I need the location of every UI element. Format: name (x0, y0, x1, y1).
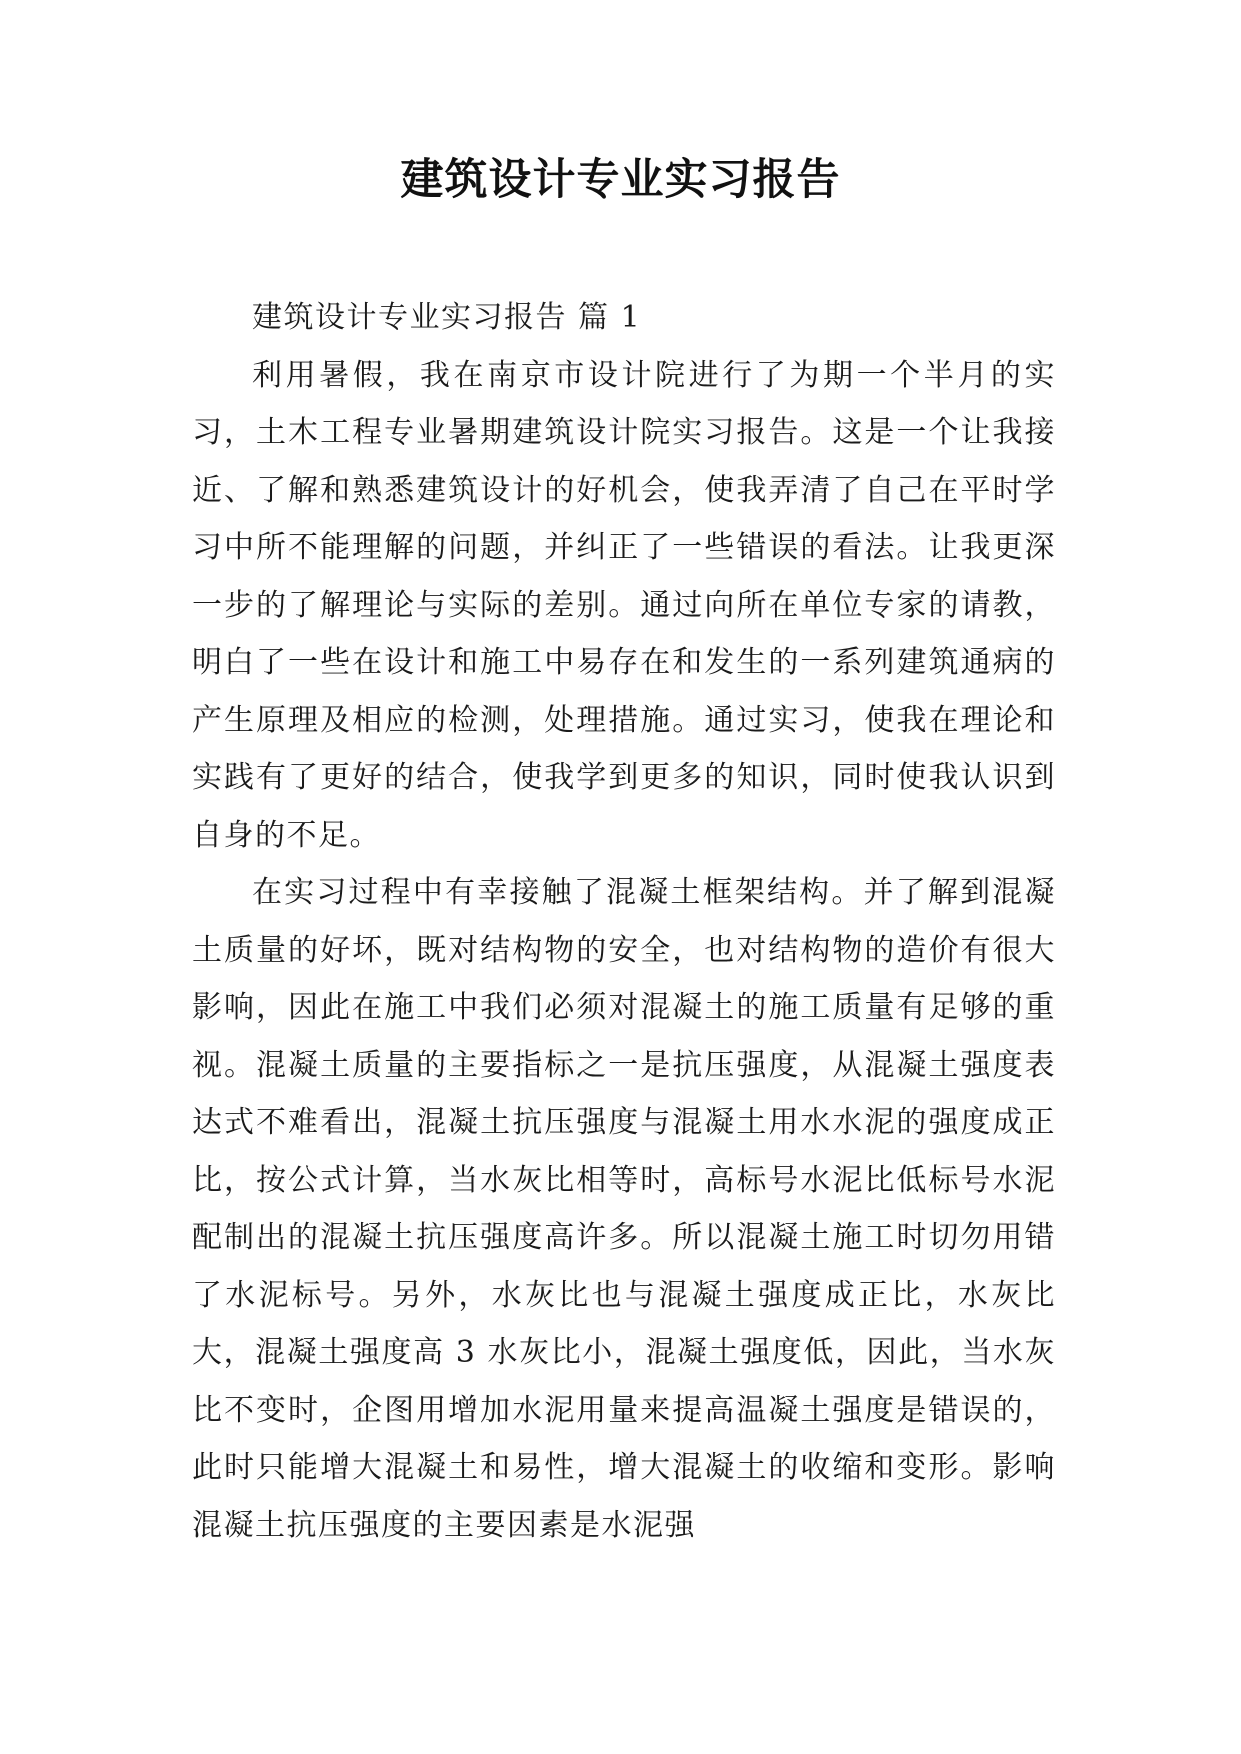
document-title: 建筑设计专业实习报告 (400, 155, 841, 205)
paragraph-2: 在实习过程中有幸接触了混凝土框架结构。并了解到混凝土质量的好坏，既对结构物的安全，也对结构物的造价有很大影响，因此在施工中我们必须对混凝土的施工质量有足够的重视。混凝土质量的主要指标之一是抗压强度，从混凝土强度表达式不难看出，混凝土抗压强度与混凝土用水水泥的强度成正比，按公式计算，当水灰比相等时，高标号水泥比低标号水泥配制出的混凝土抗压强度高许多。所以混凝土施工时切勿用错了水泥标号。另外，水灰比也与混凝土强度成正比，水灰比大，混凝土强度高 3 水灰比小，混凝土强度低，因此，当水灰比不变时，企图用增加水泥用量来提高温凝土强度是错误的，此时只能增大混凝土和易性，增大混凝土的收缩和变形。影响混凝土抗压强度的主要因素是水泥强 (192, 875, 1056, 1543)
document-body (192, 289, 1056, 1554)
paragraph-1: 利用暑假，我在南京市设计院进行了为期一个半月的实习，土木工程专业暑期建筑设计院实习报告。这是一个让我接近、了解和熟悉建筑设计的好机会，使我弄清了自己在平时学习中所不能理解的问题，并纠正了一些错误的看法。让我更深一步的了解理论与实际的差别。通过向所在单位专家的请教，明白了一些在设计和施工中易存在和发生的一系列建筑通病的产生原理及相应的检测，处理措施。通过实习，使我在理论和实践有了更好的结合，使我学到更多的知识，同时使我认识到自身的不足。 (192, 357, 1056, 853)
section-heading: 建筑设计专业实习报告 篇 1 (252, 300, 642, 335)
